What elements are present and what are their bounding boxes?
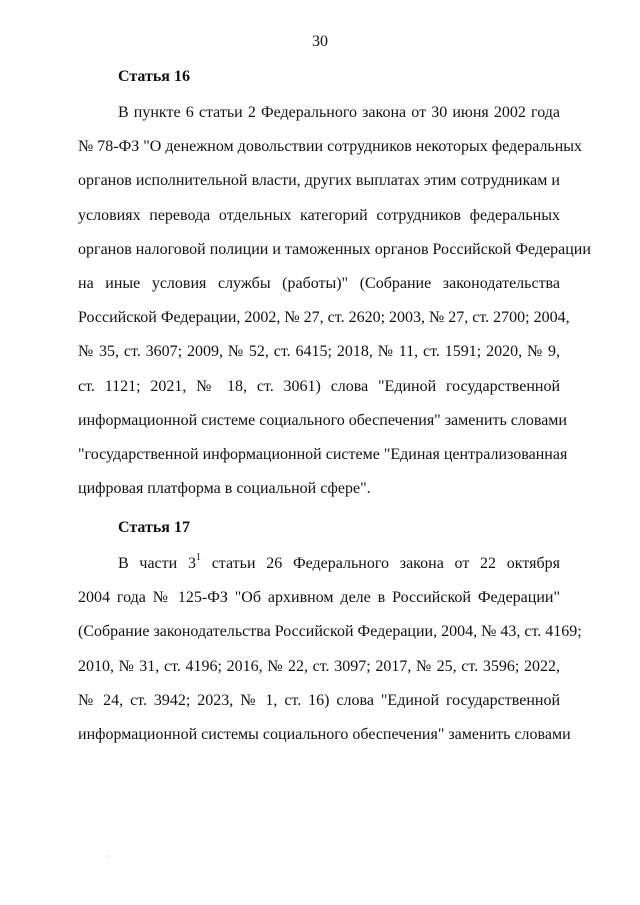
text-line: № 35, ст. 3607; 2009, № 52, ст. 6415; 2018, № 11, ст. 1591; 2020, № 9, (78, 343, 560, 361)
text-line: № 24, ст. 3942; 2023, № 1, ст. 16) слова "Единой государственной (78, 691, 560, 709)
text-line: № 78-ФЗ "О денежном довольствии сотрудников некоторых федеральных (78, 138, 583, 156)
text-line: 2004 года № 125-ФЗ "Об архивном деле в Российской Федерации" (78, 589, 560, 607)
text-line: ст. 1121; 2021, № 18, ст. 3061) слова "Единой государственной (78, 377, 560, 395)
article-16-heading: Статья 16 (118, 68, 190, 85)
scan-mark: · (106, 852, 109, 861)
text-line: информационной системы социального обеспечения" заменить словами (78, 725, 571, 743)
text-fragment: В части 3 (118, 555, 196, 572)
text-line: (Собрание законодательства Российской Федерации, 2004, № 43, ст. 4169; (78, 623, 582, 641)
article-17-paragraph (78, 547, 582, 752)
text-line: цифровая платформа в социальной сфере". (78, 480, 371, 498)
page-number: 30 (312, 33, 328, 50)
text-line: на иные условия службы (работы)" (Собрание законодательства (78, 274, 560, 292)
text-line: В пункте 6 статьи 2 Федерального закона от 30 июня 2002 года (118, 104, 560, 121)
text-line: "государственной информационной системе "Единая централизованная (78, 445, 568, 463)
superscript: 1 (195, 552, 201, 563)
text-line: органов исполнительной власти, других выплатах этим сотрудникам и (78, 172, 560, 190)
text-line: информационной системе социального обеспечения" заменить словами (78, 411, 567, 429)
text-line: 2010, № 31, ст. 4196; 2016, № 22, ст. 3097; 2017, № 25, ст. 3596; 2022, (78, 657, 560, 675)
text-line: Российской Федерации, 2002, № 27, ст. 2620; 2003, № 27, ст. 2700; 2004, (78, 309, 570, 327)
text-fragment: статьи 26 Федерального закона от 22 октября (200, 555, 560, 572)
article-16-paragraph (78, 96, 591, 506)
text-line (78, 547, 560, 581)
article-17-heading: Статья 17 (118, 519, 190, 536)
text-line: органов налоговой полиции и таможенных органов Российской Федерации (78, 240, 591, 258)
text-line: условиях перевода отдельных категорий сотрудников федеральных (78, 206, 560, 224)
